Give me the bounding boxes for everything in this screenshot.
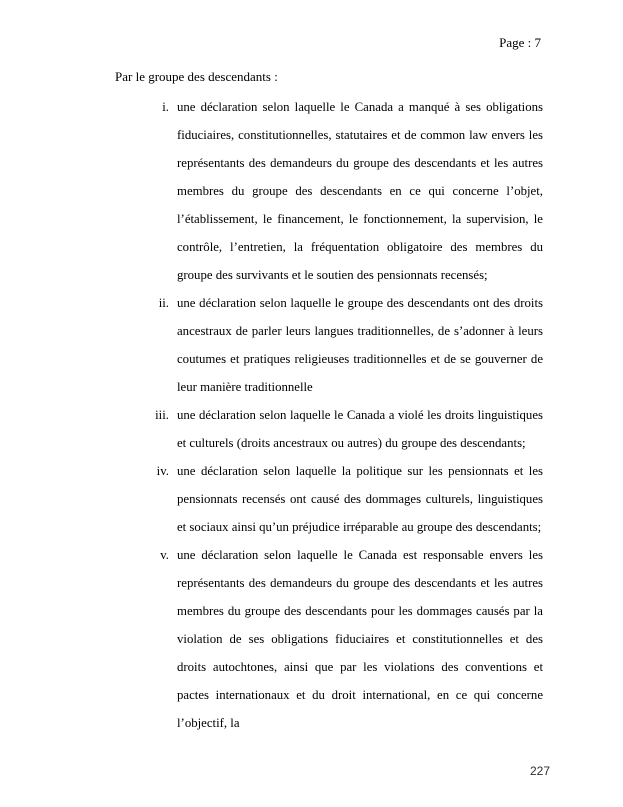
section-heading: Par le groupe des descendants : — [115, 69, 278, 84]
list-item — [115, 457, 545, 541]
list-item-marker: iv. — [156, 464, 169, 478]
list-item-text: une déclaration selon laquelle la politique sur les pensionnats et les pensionnats recensés ont causé des dommages culturels, linguistiques et sociaux ainsi qu’un préjudice irréparable au groupe des descendants; — [177, 464, 543, 534]
list-item-text: une déclaration selon laquelle le groupe des descendants ont des droits ancestraux de parler leurs langues traditionnelles, de s’adonner à leurs coutumes et pratiques religieuses traditionnelles et de se gouverner de leur manière traditionnelle — [177, 296, 543, 394]
list-item — [115, 541, 545, 737]
list-item-text: une déclaration selon laquelle le Canada a violé les droits linguistiques et culturels (droits ancestraux ou autres) du groupe des descendants; — [177, 408, 543, 450]
list-item — [115, 93, 545, 289]
page-header-label: Page : 7 — [499, 35, 541, 50]
list-item-marker: ii. — [158, 296, 169, 310]
list-item-marker: i. — [162, 100, 169, 114]
claims-list — [115, 93, 545, 737]
list-item — [115, 289, 545, 401]
list-item — [115, 401, 545, 457]
list-item-marker: v. — [160, 548, 169, 562]
footer-page-number: 227 — [529, 764, 550, 778]
list-item-marker: iii. — [155, 408, 169, 422]
list-item-text: une déclaration selon laquelle le Canada est responsable envers les représentants des demandeurs du groupe des descendants et les autres membres du groupe des descendants pour les dommages causés par la violation de ses obligations fiduciaires et constitutionnelles et des droits autochtones, ainsi que par les violations des conventions et pactes internationaux et du droit international, en ce qui concerne l’objectif, la — [177, 548, 543, 730]
list-item-text: une déclaration selon laquelle le Canada a manqué à ses obligations fiduciaires, constitutionnelles, statutaires et de common law envers les représentants des demandeurs du groupe des descendants et les autres membres du groupe des descendants en ce qui concerne l’objet, l’établissement, le financement, le fonctionnement, la supervision, le contrôle, l’entretien, la fréquentation obligatoire des membres du groupe des survivants et le soutien des pensionnats recensés; — [177, 100, 543, 282]
